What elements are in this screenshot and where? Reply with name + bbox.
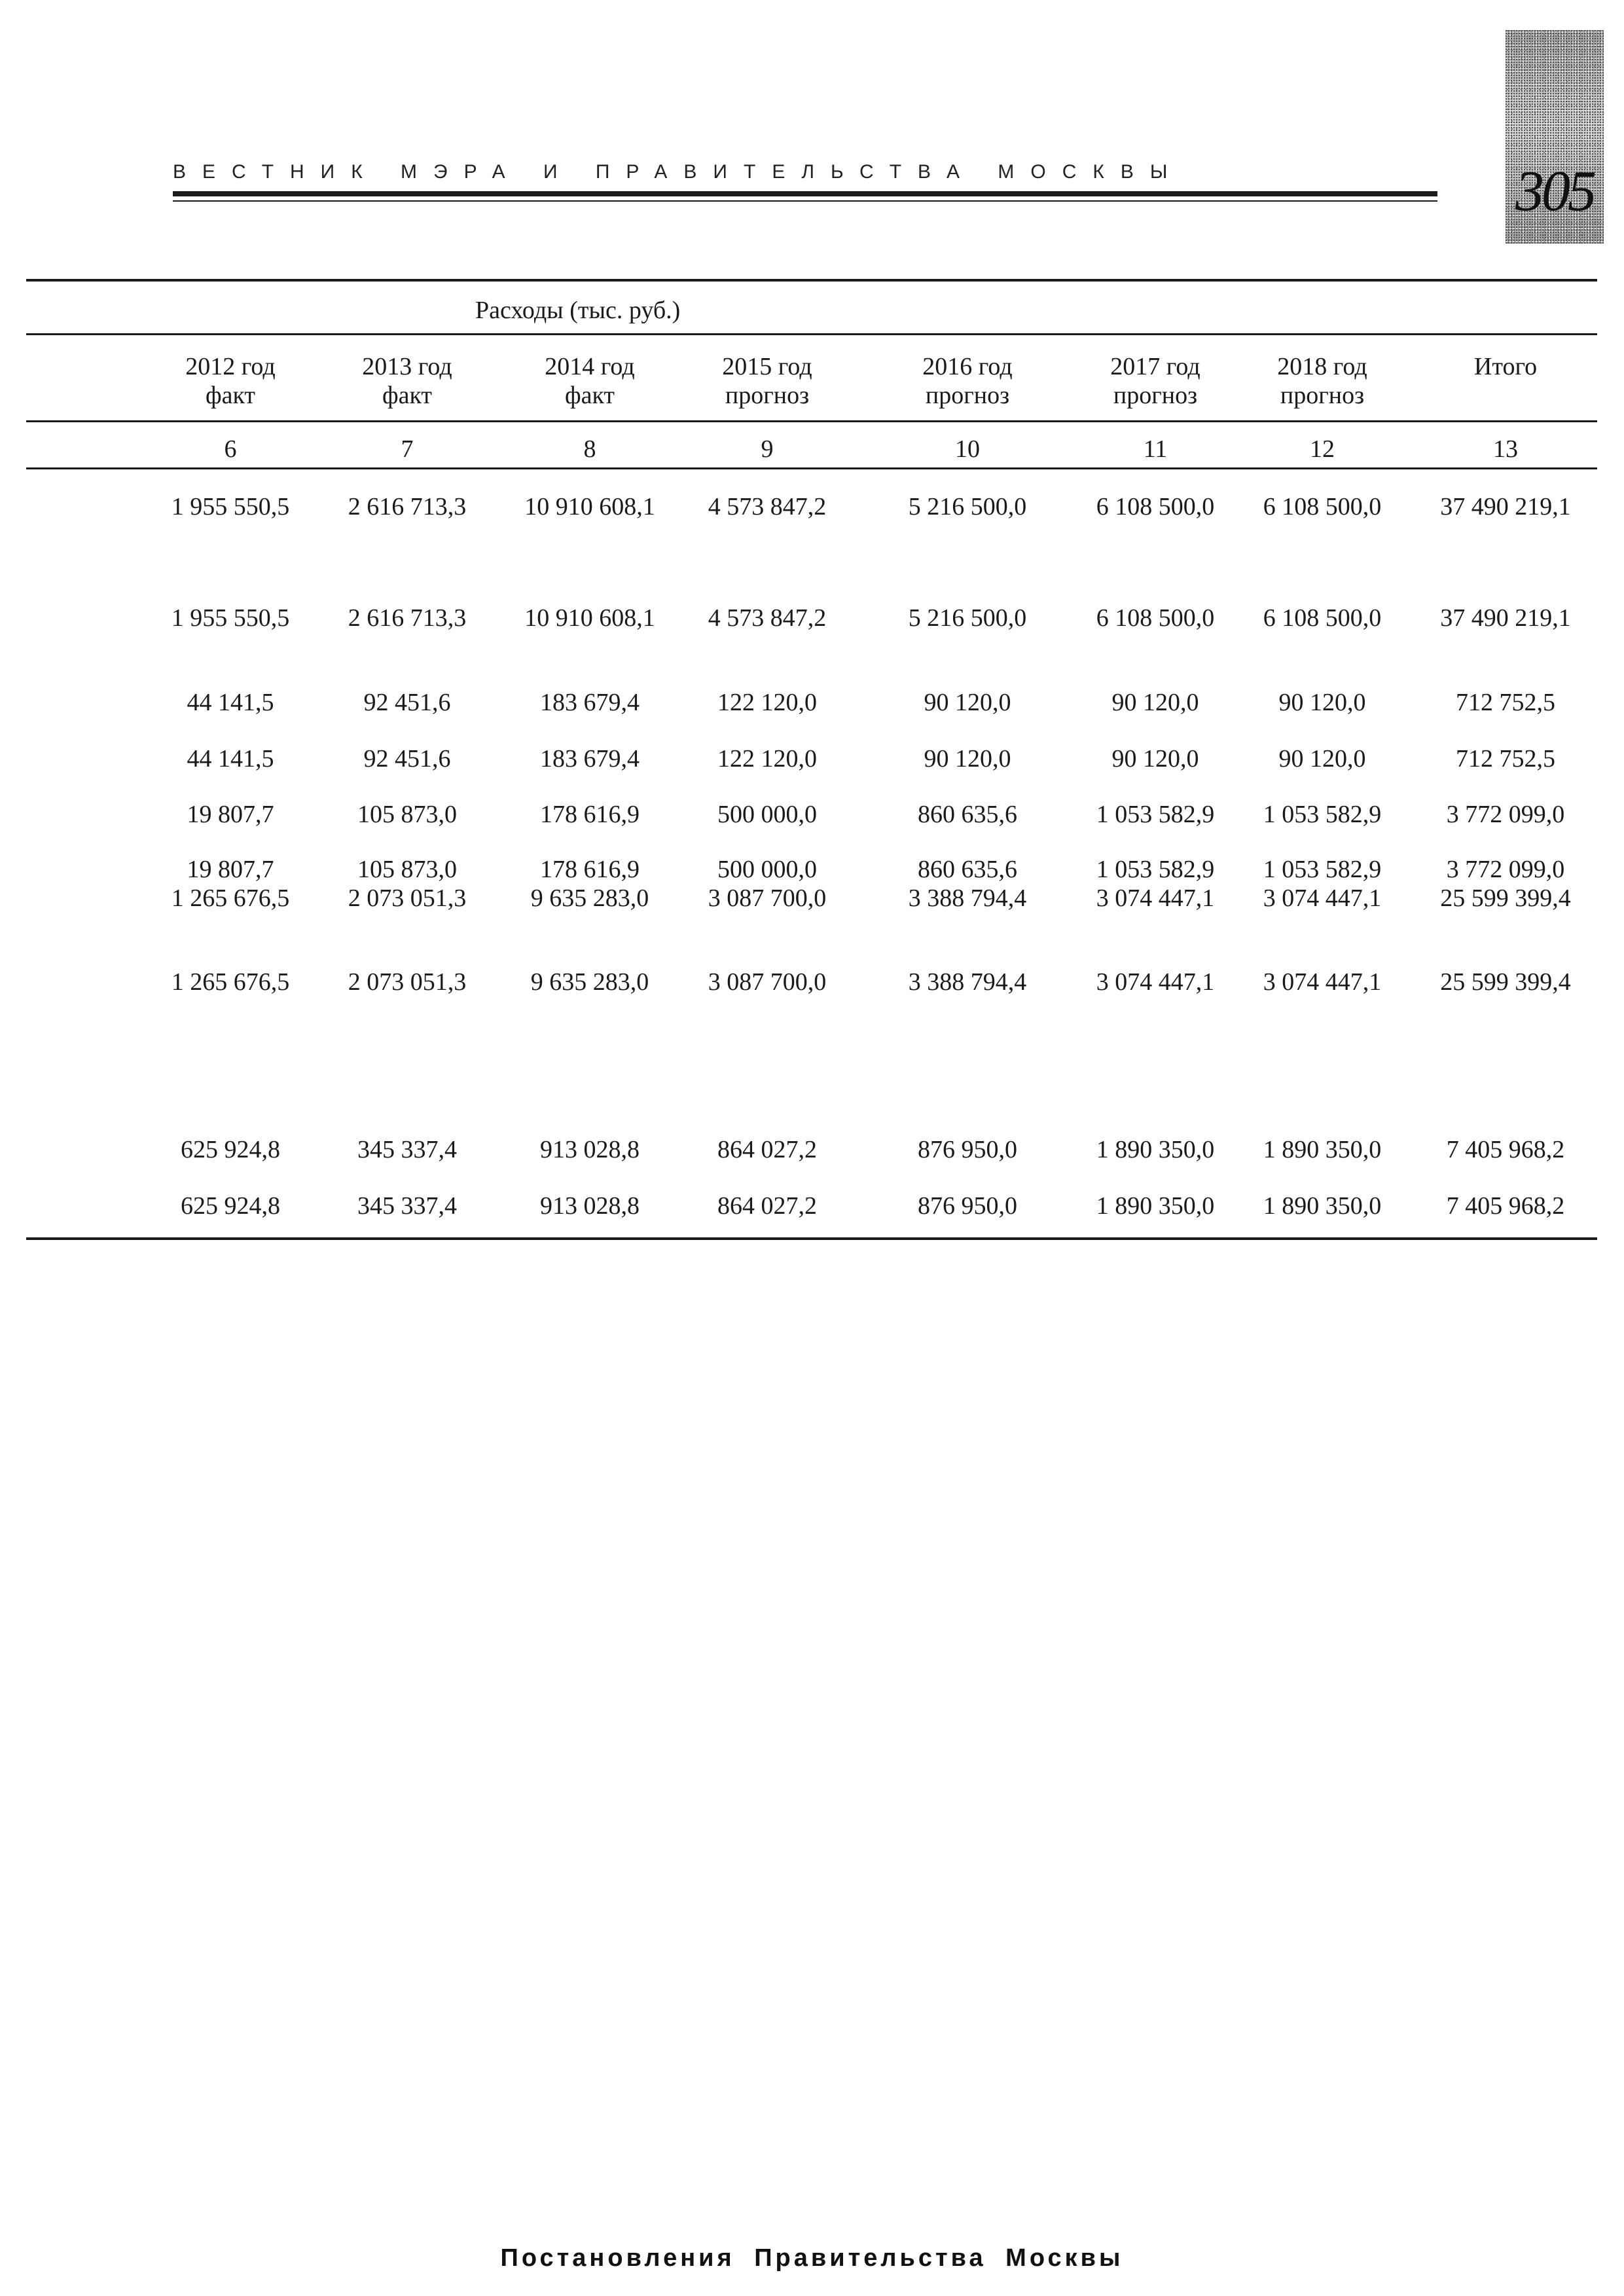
table-cell: 3 388 794,4 [908,968,1027,996]
column-header-line1: 2012 год [185,353,276,380]
table-cell: 876 950,0 [918,1136,1017,1163]
column-number: 7 [401,435,414,463]
column-header-8 [505,352,675,410]
column-number: 9 [761,435,774,463]
column-header-line1: 2018 год [1277,353,1367,380]
column-header-line1: 2016 год [922,353,1013,380]
column-number: 11 [1143,435,1168,463]
table-cell: 90 120,0 [924,689,1011,716]
table-cell: 25 599 399,4 [1440,884,1571,912]
table-cell: 2 616 713,3 [348,493,467,520]
table-cell: 183 679,4 [540,689,640,716]
table-cell: 25 599 399,4 [1440,968,1571,996]
table-cell: 90 120,0 [1111,689,1199,716]
table-group-header: Расходы (тыс. руб.) [475,297,681,324]
table-cell: 864 027,2 [717,1136,817,1163]
table-cell: 860 635,6 [918,801,1017,828]
table-cell: 90 120,0 [1278,745,1366,773]
table-cell: 6 108 500,0 [1096,604,1215,632]
column-number: 8 [583,435,596,463]
table-cell: 3 074 447,1 [1096,884,1215,912]
table-cell: 178 616,9 [540,856,640,883]
column-header-11 [1070,352,1240,410]
table-cell: 6 108 500,0 [1263,604,1382,632]
table-cell: 105 873,0 [357,801,457,828]
table-cell: 1 265 676,5 [171,884,290,912]
table-cell: 90 120,0 [924,745,1011,773]
column-header-line2: прогноз [1280,382,1365,409]
column-header-line1: Итого [1473,353,1538,380]
column-header-6 [145,352,316,410]
table-cell: 1 890 350,0 [1096,1136,1215,1163]
table-cell: 178 616,9 [540,801,640,828]
column-header-10 [882,352,1053,410]
column-header-rule [26,420,1597,422]
table-cell: 1 265 676,5 [171,968,290,996]
table-cell: 1 053 582,9 [1096,856,1215,883]
column-number-rule [26,467,1597,469]
column-header-line1: 2017 год [1110,353,1200,380]
table-cell: 3 772 099,0 [1446,856,1565,883]
table-cell: 92 451,6 [363,745,451,773]
table-cell: 913 028,8 [540,1136,640,1163]
table-cell: 625 924,8 [181,1192,280,1220]
page-number-box [1506,30,1604,244]
column-number: 12 [1310,435,1335,463]
column-header-line2: факт [382,382,433,409]
column-number: 6 [224,435,237,463]
table-cell: 2 073 051,3 [348,884,467,912]
table-cell: 183 679,4 [540,745,640,773]
table-cell: 90 120,0 [1111,745,1199,773]
table-cell: 19 807,7 [187,801,274,828]
column-header-line1: 2013 год [362,353,452,380]
table-cell: 5 216 500,0 [908,604,1027,632]
table-cell: 712 752,5 [1456,689,1555,716]
table-cell: 1 955 550,5 [171,604,290,632]
table-cell: 44 141,5 [187,745,274,773]
header-rule-thick [173,191,1437,196]
page-footer: Постановления Правительства Москвы [500,2244,1124,2272]
table-cell: 122 120,0 [717,745,817,773]
table-cell: 3 074 447,1 [1263,884,1382,912]
table-cell: 37 490 219,1 [1440,604,1571,632]
table-cell: 10 910 608,1 [524,493,655,520]
table-cell: 9 635 283,0 [530,968,649,996]
table-cell: 1 955 550,5 [171,493,290,520]
table-cell: 345 337,4 [357,1136,457,1163]
column-header-12 [1237,352,1407,410]
table-cell: 3 074 447,1 [1263,968,1382,996]
table-cell: 19 807,7 [187,856,274,883]
table-cell: 44 141,5 [187,689,274,716]
table-cell: 5 216 500,0 [908,493,1027,520]
table-cell: 3 087 700,0 [708,968,827,996]
table-cell: 1 890 350,0 [1096,1192,1215,1220]
column-number: 10 [955,435,980,463]
table-cell: 712 752,5 [1456,745,1555,773]
table-cell: 2 073 051,3 [348,968,467,996]
table-cell: 345 337,4 [357,1192,457,1220]
table-cell: 105 873,0 [357,856,457,883]
column-header-line2: прогноз [725,382,810,409]
column-header-line1: 2014 год [545,353,635,380]
table-cell: 625 924,8 [181,1136,280,1163]
table-cell: 1 890 350,0 [1263,1192,1382,1220]
table-cell: 500 000,0 [717,856,817,883]
table-cell: 7 405 968,2 [1446,1192,1565,1220]
column-header-line2: прогноз [925,382,1010,409]
table-cell: 1 053 582,9 [1263,856,1382,883]
column-header-line2: факт [205,382,256,409]
group-header-rule [26,333,1597,335]
table-cell: 4 573 847,2 [708,493,827,520]
table-cell: 1 890 350,0 [1263,1136,1382,1163]
table-cell: 4 573 847,2 [708,604,827,632]
table-cell: 3 772 099,0 [1446,801,1565,828]
page-number: 305 [1515,160,1594,223]
table-cell: 92 451,6 [363,689,451,716]
column-header-line2: факт [564,382,615,409]
table-cell: 860 635,6 [918,856,1017,883]
table-bottom-rule [26,1237,1597,1240]
journal-title: ВЕСТНИК МЭРА И ПРАВИТЕЛЬСТВА МОСКВЫ [173,161,1184,183]
table-cell: 6 108 500,0 [1263,493,1382,520]
table-cell: 913 028,8 [540,1192,640,1220]
table-cell: 1 053 582,9 [1096,801,1215,828]
column-header-13 [1420,352,1591,381]
column-header-line2: прогноз [1113,382,1198,409]
table-cell: 3 074 447,1 [1096,968,1215,996]
table-cell: 37 490 219,1 [1440,493,1571,520]
column-header-7 [322,352,492,410]
column-header-line1: 2015 год [722,353,812,380]
column-header-9 [682,352,852,410]
table-cell: 3 087 700,0 [708,884,827,912]
table-cell: 876 950,0 [918,1192,1017,1220]
table-cell: 7 405 968,2 [1446,1136,1565,1163]
table-cell: 2 616 713,3 [348,604,467,632]
table-cell: 10 910 608,1 [524,604,655,632]
column-number: 13 [1493,435,1518,463]
table-cell: 9 635 283,0 [530,884,649,912]
table-cell: 500 000,0 [717,801,817,828]
header-rule-thin [173,200,1437,202]
table-cell: 122 120,0 [717,689,817,716]
table-cell: 3 388 794,4 [908,884,1027,912]
table-cell: 1 053 582,9 [1263,801,1382,828]
table-cell: 864 027,2 [717,1192,817,1220]
table-cell: 6 108 500,0 [1096,493,1215,520]
table-cell: 90 120,0 [1278,689,1366,716]
table-top-rule [26,279,1597,282]
